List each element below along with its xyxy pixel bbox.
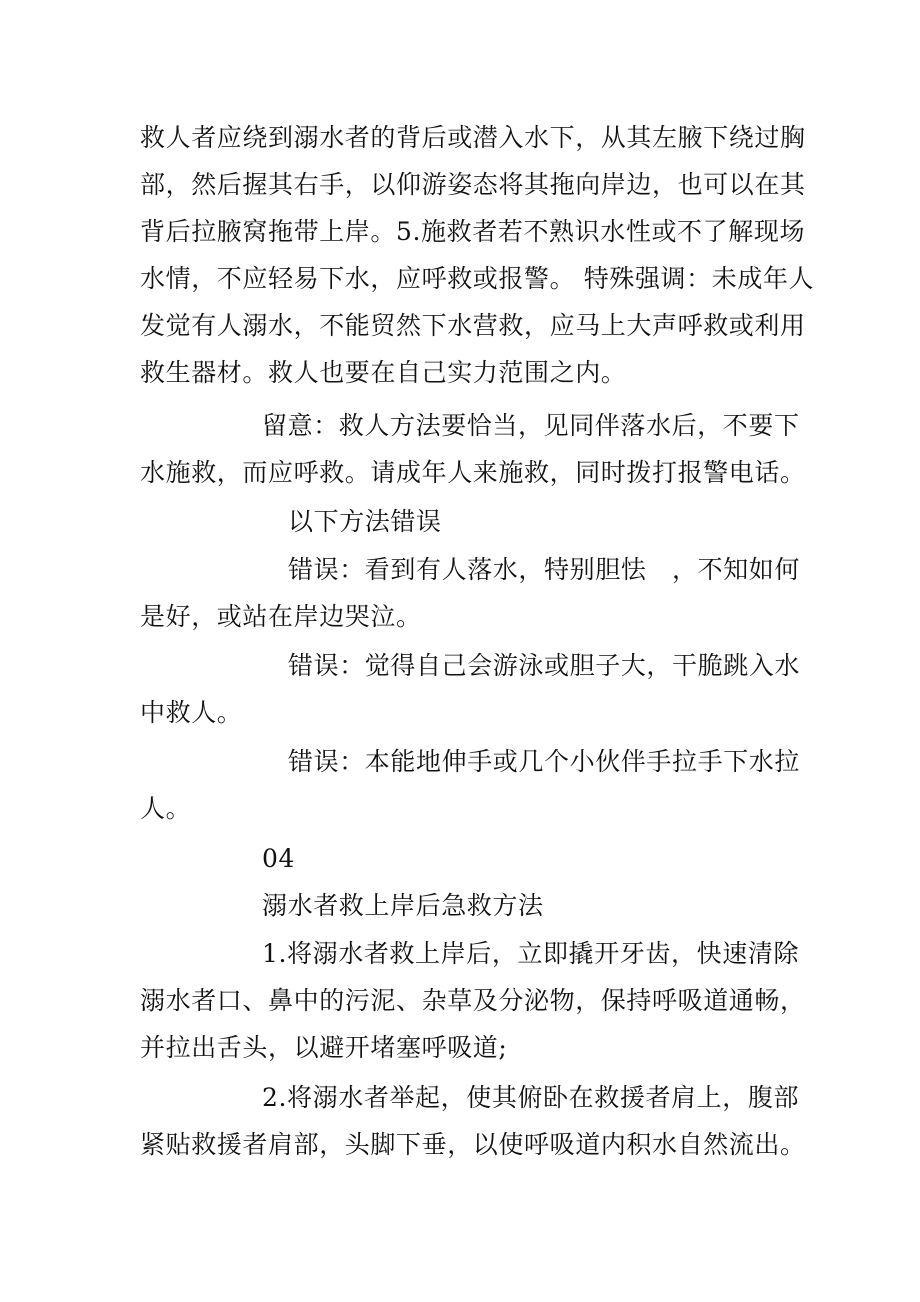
text-line: 错误：本能地伸手或几个小伙伴手拉手下水拉 — [288, 747, 801, 776]
section-number: 04 — [262, 844, 296, 873]
text-line: 救人者应绕到溺水者的背后或潜入水下，从其左腋下绕过胸 — [140, 123, 806, 152]
text-line: 水施救，而应呼救。请成年人来施救，同时拨打报警电话。 — [140, 458, 806, 487]
text-line: 并拉出舌头，以避开堵塞呼吸道; — [140, 1033, 508, 1062]
text-line: 1.将溺水者救上岸后，立即撬开牙齿，快速清除 — [262, 939, 800, 968]
text-line: 中救人。 — [140, 698, 243, 727]
text-line: 错误：觉得自己会游泳或胆子大，干脆跳入水 — [288, 651, 801, 680]
section-heading: 溺水者救上岸后急救方法 — [262, 891, 544, 920]
text-line: 错误：看到有人落水，特别胆怯 ，不知如何 — [288, 555, 801, 584]
text-line: 紧贴救援者肩部，头脚下垂，以使呼吸道内积水自然流出。 — [140, 1130, 806, 1159]
text-line: 是好，或站在岸边哭泣。 — [140, 602, 422, 631]
text-line: 留意：救人方法要恰当，见同伴落水后，不要下 — [262, 411, 800, 440]
text-line: 2.将溺水者举起，使其俯卧在救援者肩上，腹部 — [262, 1083, 800, 1112]
text-line: 人。 — [140, 794, 192, 823]
section-heading: 以下方法错误 — [288, 507, 442, 536]
text-line: 水情，不应轻易下水，应呼救或报警。 特殊强调：未成年人 — [140, 264, 815, 293]
text-line: 部，然后握其右手，以仰游姿态将其拖向岸边，也可以在其 — [140, 170, 806, 199]
text-line: 发觉有人溺水，不能贸然下水营救，应马上大声呼救或利用 — [140, 311, 806, 340]
text-line: 溺水者口、鼻中的污泥、杂草及分泌物，保持呼吸道通畅， — [140, 986, 806, 1015]
text-line: 救生器材。救人也要在自己实力范围之内。 — [140, 358, 627, 387]
text-line: 背后拉腋窝拖带上岸。5.施救者若不熟识水性或不了解现场 — [140, 217, 806, 246]
